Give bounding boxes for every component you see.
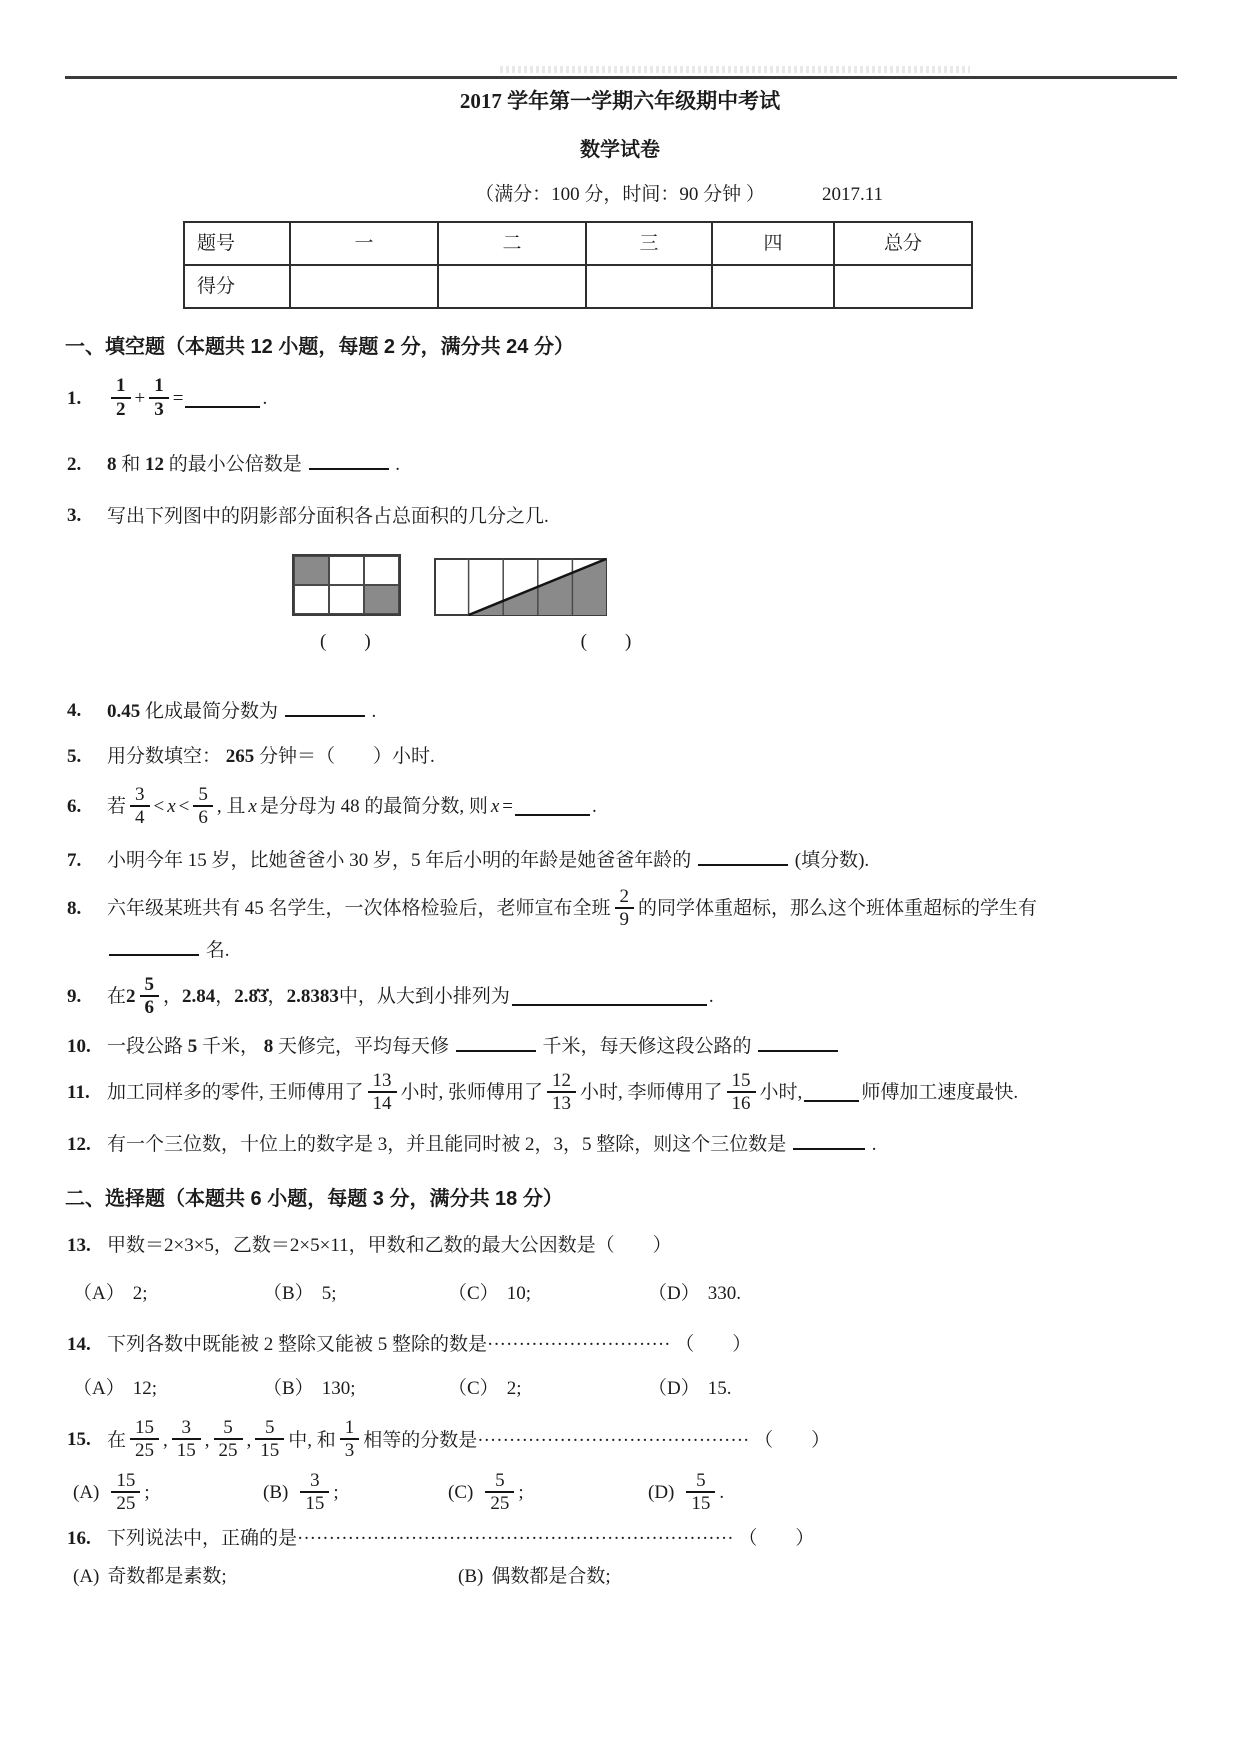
question-14 — [65, 1331, 1175, 1359]
question-text: 有一个三位数，十位上的数字是 3，并且能同时被 2，3，5 整除，则这个三位数是 — [107, 1134, 787, 1156]
option-punct: ; — [144, 1482, 150, 1504]
question-number: 2. — [67, 453, 82, 475]
question-8 — [65, 887, 1175, 932]
option-text: 偶数都是合数; — [491, 1565, 611, 1587]
question-number: 8. — [67, 898, 82, 920]
question-4 — [65, 698, 1175, 726]
option-label: （C） — [448, 1282, 499, 1304]
option-C — [448, 1471, 648, 1516]
option-punct: ; — [518, 1482, 524, 1504]
section1-heading: 一、填空题（本题共 12 小题，每题 2 分，满分共 24 分） — [65, 336, 574, 359]
score-cell — [712, 265, 834, 308]
fraction: $\frac{5}{6}$ — [193, 784, 213, 829]
option-label: （B） — [263, 1377, 314, 1399]
question-11 — [65, 1071, 1175, 1116]
score-cell — [438, 265, 586, 308]
fraction: $\frac{15}{25}$ — [111, 1470, 140, 1515]
question-text: 在 — [107, 986, 127, 1008]
score-table-score-row — [184, 265, 972, 308]
question-number: 11. — [67, 1082, 90, 1104]
question-text: 的最小公倍数是 — [168, 453, 302, 475]
question-16 — [65, 1525, 1175, 1553]
question-8-line2 — [65, 937, 1175, 965]
question-12 — [65, 1131, 1175, 1159]
question-number: 14. — [67, 1334, 91, 1356]
grid-cell — [294, 585, 329, 614]
option-text: 10; — [506, 1282, 531, 1304]
number: 265 — [225, 746, 255, 768]
option-text: 330. — [707, 1282, 741, 1304]
blank-line — [456, 1034, 536, 1052]
less-than-sign: < — [178, 796, 190, 818]
fraction: $\frac{15}{16}$ — [727, 1070, 756, 1115]
question-number: 1. — [67, 387, 82, 409]
question-3 — [65, 503, 1175, 531]
option-label: (B) — [263, 1482, 289, 1504]
option-D — [648, 1375, 1175, 1403]
period: . — [262, 387, 268, 409]
question-13-options — [65, 1280, 1175, 1308]
question-text: 若 — [107, 796, 127, 818]
question-15-options — [65, 1471, 1175, 1516]
grid-cell — [329, 556, 364, 585]
question-text: 小明今年 15 岁，比她爸爸小 30 岁，5 年后小明的年龄是她爸爸年龄的 — [107, 850, 692, 872]
question-6 — [65, 785, 1175, 830]
question-text: 一段公路 — [107, 1036, 184, 1058]
option-A — [73, 1280, 263, 1308]
figure-captions — [65, 628, 1175, 656]
equals-sign: = — [502, 796, 514, 818]
question-text: 写出下列图中的阴影部分面积各占总面积的几分之几. — [107, 505, 549, 527]
score-table-header-cell: 总分 — [834, 222, 972, 265]
fraction: $\frac{5}{15}$ — [255, 1417, 284, 1462]
option-label: （B） — [263, 1282, 314, 1304]
blank-line — [309, 452, 389, 470]
less-than-sign: < — [153, 796, 165, 818]
question-text: 和 — [121, 453, 141, 475]
question-number: 15. — [67, 1429, 91, 1451]
option-text: 奇数都是素数; — [107, 1565, 227, 1587]
question-number: 3. — [67, 505, 82, 527]
exam-date: 2017.11 — [822, 184, 884, 206]
fraction: $\frac{15}{25}$ — [130, 1417, 159, 1462]
question-text: 相等的分数是··········································· （ ） — [363, 1429, 831, 1451]
blank-line — [512, 988, 707, 1006]
option-text: 2; — [132, 1282, 148, 1304]
question-text: 加工同样多的零件, 王师傅用了 — [107, 1082, 364, 1104]
question-text: 小时, 张师傅用了 — [400, 1082, 544, 1104]
score-table-header-row — [184, 222, 972, 265]
blank-line — [698, 848, 788, 866]
option-label: (B) — [458, 1565, 484, 1587]
number: 2.8383 — [286, 986, 339, 1008]
period: . — [871, 1134, 877, 1156]
option-label: （A） — [73, 1377, 125, 1399]
score-cell — [290, 265, 438, 308]
question-number: 4. — [67, 700, 82, 722]
mixed-number-integer: 2 — [126, 986, 136, 1008]
fraction: $\frac{3}{15}$ — [300, 1470, 329, 1515]
fraction: $\frac{12}{13}$ — [547, 1070, 576, 1115]
question-text: 甲数＝2×3×5，乙数＝2×5×11，甲数和乙数的最大公因数是（ ） — [107, 1235, 672, 1257]
comma: , — [204, 1429, 210, 1451]
figure-caption: ( ) — [580, 631, 632, 653]
question-number: 5. — [67, 746, 82, 768]
variable-x: x — [167, 796, 176, 818]
question-15 — [65, 1418, 1175, 1463]
question-13 — [65, 1232, 1175, 1260]
score-label-cell: 得分 — [184, 265, 290, 308]
option-D — [648, 1280, 1175, 1308]
question-text: 下列各数中既能被 2 整除又能被 5 整除的数是····························· （ ） — [107, 1334, 752, 1356]
question-number: 6. — [67, 796, 82, 818]
blank-line — [515, 798, 590, 816]
question-14-options — [65, 1375, 1175, 1403]
grid-cell — [329, 585, 364, 614]
option-C — [448, 1280, 648, 1308]
blank-line — [758, 1034, 838, 1052]
number: 8 — [263, 1036, 274, 1058]
question-text: 小时, 李师傅用了 — [580, 1082, 723, 1104]
strip-figure-svg — [434, 558, 607, 616]
question-2 — [65, 451, 1175, 479]
shaded-grid-figure — [292, 554, 401, 616]
option-label: (C) — [448, 1482, 474, 1504]
question-3-figures — [65, 554, 1175, 616]
question-text: 师傅加工速度最快. — [861, 1082, 1019, 1104]
option-A — [73, 1563, 458, 1591]
exam-meta: （满分：100 分，时间：90 分钟 ） — [475, 184, 765, 206]
option-label: (A) — [73, 1482, 100, 1504]
question-text: 天修完，平均每天修 — [278, 1036, 450, 1058]
question-text: 小时, — [759, 1082, 803, 1104]
question-7 — [65, 847, 1175, 875]
period: . — [371, 700, 377, 722]
number: 2.84 — [182, 986, 216, 1008]
question-text: 化成最简分数为 — [145, 700, 279, 722]
question-text: 六年级某班共有 45 名学生，一次体格检验后，老师宣布全班 — [107, 898, 611, 920]
question-5 — [65, 743, 1175, 771]
fraction: $\frac{3}{15}$ — [172, 1417, 201, 1462]
blank-line — [285, 699, 365, 717]
option-A — [73, 1471, 263, 1516]
question-text: 下列说法中，正确的是····································································· （ ） — [107, 1528, 815, 1550]
fraction: $\frac{5}{25}$ — [214, 1417, 243, 1462]
option-punct: . — [719, 1482, 725, 1504]
option-text: 5; — [321, 1282, 337, 1304]
shaded-strip-figure — [434, 558, 607, 616]
shaded-cell — [364, 585, 399, 614]
fraction: $\frac{5}{15}$ — [686, 1470, 715, 1515]
exam-subtitle: 数学试卷 — [580, 139, 660, 162]
period: . — [592, 796, 597, 818]
question-number: 12. — [67, 1134, 91, 1156]
question-number: 10. — [67, 1036, 91, 1058]
fraction: $\frac{5}{6}$ — [140, 974, 160, 1019]
option-text: 12; — [132, 1377, 158, 1399]
exam-title: 2017 学年第一学期六年级期中考试 — [459, 89, 781, 113]
question-number: 7. — [67, 850, 82, 872]
question-16-options — [65, 1563, 1175, 1591]
question-9 — [65, 975, 1175, 1020]
fraction: $\frac{5}{25}$ — [485, 1470, 514, 1515]
blank-line — [793, 1132, 865, 1150]
figure-caption: ( ) — [320, 631, 371, 653]
plus-sign: + — [134, 387, 146, 409]
variable-x: x — [490, 796, 500, 818]
question-text: 中, 和 — [288, 1429, 336, 1451]
score-cell — [586, 265, 712, 308]
period: . — [708, 986, 714, 1008]
score-table-header-cell: 一 — [290, 222, 438, 265]
score-table — [183, 221, 973, 309]
option-text: 130; — [321, 1377, 356, 1399]
blank-line — [185, 390, 260, 408]
blank-line — [109, 938, 199, 956]
comma: , — [246, 1429, 252, 1451]
question-number: 16. — [67, 1528, 91, 1550]
option-label: （D） — [648, 1282, 700, 1304]
option-B — [263, 1471, 448, 1516]
question-10 — [65, 1033, 1175, 1061]
fraction: $\frac{3}{4}$ — [130, 784, 150, 829]
question-text: 中，从大到小排列为 — [338, 986, 510, 1008]
question-text: 分钟＝（ ）小时. — [259, 746, 435, 768]
option-B — [458, 1563, 1175, 1591]
option-B — [263, 1375, 448, 1403]
score-cell — [834, 265, 972, 308]
option-D — [648, 1471, 1175, 1516]
option-text: 15. — [707, 1377, 732, 1399]
variable-x: x — [248, 796, 257, 818]
repeating-decimal: 2.8̇3̇ — [234, 986, 268, 1008]
score-table-header-cell: 题号 — [184, 222, 290, 265]
question-text: 的同学体重超标，那么这个班体重超标的学生有 — [638, 898, 1038, 920]
fraction: $\frac{13}{14}$ — [368, 1070, 397, 1115]
number: 0.45 — [107, 700, 141, 722]
question-text: 用分数填空： — [107, 746, 222, 768]
question-number: 9. — [67, 986, 82, 1008]
blank-line — [804, 1084, 859, 1102]
shaded-cell — [294, 556, 329, 585]
fraction: $\frac{1}{3}$ — [149, 375, 169, 420]
number: 8 — [107, 453, 117, 475]
faint-watermark — [500, 66, 970, 73]
question-number: 13. — [67, 1235, 91, 1257]
score-table-header-cell: 三 — [586, 222, 712, 265]
question-text: 千米， — [202, 1036, 260, 1058]
period: . — [395, 453, 401, 475]
section2-heading: 二、选择题（本题共 6 小题，每题 3 分，满分共 18 分） — [65, 1188, 563, 1211]
option-C — [448, 1375, 648, 1403]
question-1 — [65, 376, 1175, 421]
question-text: (填分数). — [794, 850, 870, 872]
number: 12 — [145, 453, 165, 475]
fraction: $\frac{1}{2}$ — [111, 375, 131, 420]
comma: ， — [163, 986, 183, 1008]
question-text: 千米，每天修这段公路的 — [542, 1036, 752, 1058]
number: 5 — [187, 1036, 198, 1058]
top-rule — [65, 76, 1177, 79]
option-label: （D） — [648, 1377, 700, 1399]
question-text: , 且 — [216, 796, 246, 818]
question-text: 是分母为 48 的最简分数, 则 — [259, 796, 488, 818]
question-text: 在 — [107, 1429, 127, 1451]
option-label: (A) — [73, 1565, 100, 1587]
question-text: 名. — [205, 940, 230, 962]
equals-sign: = — [172, 387, 184, 409]
score-table-header-cell: 四 — [712, 222, 834, 265]
option-label: （A） — [73, 1282, 125, 1304]
comma: ， — [267, 986, 287, 1008]
exam-meta-row — [65, 181, 1175, 207]
comma: ， — [215, 986, 235, 1008]
option-label: （C） — [448, 1377, 499, 1399]
option-text: 2; — [506, 1377, 522, 1399]
option-A — [73, 1375, 263, 1403]
comma: , — [163, 1429, 168, 1451]
fraction: $\frac{2}{9}$ — [615, 886, 635, 931]
grid-cell — [364, 556, 399, 585]
option-B — [263, 1280, 448, 1308]
fraction: $\frac{1}{3}$ — [340, 1417, 360, 1462]
score-table-header-cell: 二 — [438, 222, 586, 265]
option-punct: ; — [333, 1482, 339, 1504]
option-label: (D) — [648, 1482, 675, 1504]
